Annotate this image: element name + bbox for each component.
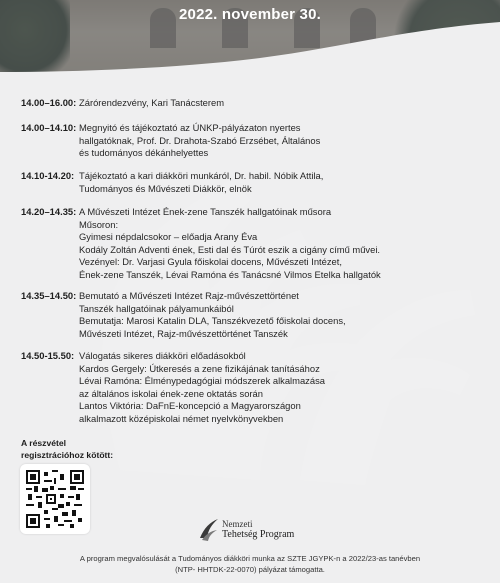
entry-line: Gyimesi népdalcsokor – előadja Arany Éva xyxy=(79,231,258,243)
entry-line: Tájékoztató a kari diákköri munkáról, Dr. habil. Nóbik Attila, xyxy=(79,170,324,181)
entry-time: 14.00–16.00: xyxy=(21,97,77,108)
footer-line: A program megvalósulását a Tudományos diákköri munka az SZTE JGYPK-n a 2022/23-as tanévben xyxy=(79,554,421,563)
entry-description xyxy=(79,170,323,195)
entry-line: Bemutató a Művészeti Intézet Rajz-művészettörténet xyxy=(79,290,299,301)
entry-line: Lévai Ramóna: Élménypedagógiai módszerek alkalmazása xyxy=(79,375,325,387)
registration-note xyxy=(21,438,113,461)
event-date-title: 2022. november 30. xyxy=(178,6,321,23)
entry-time: 14.00–14.10: xyxy=(21,122,77,133)
entry-line: Zárórendezvény, Kari Tanácsterem xyxy=(79,97,225,108)
entry-time: 14.10-14.20: xyxy=(21,170,75,181)
footer-line: (NTP- HHTDK-22-0070) pályázat támogatta. xyxy=(175,565,325,574)
entry-time: 14.20–14.35: xyxy=(21,206,77,217)
entry-description xyxy=(79,290,346,340)
funding-footer xyxy=(0,553,500,575)
entry-line: alkalmazott középiskolai német nyelvkönyvekben xyxy=(79,412,284,424)
entry-line: Megnyitó és tájékoztató az ÚNKP-pályázaton nyertes xyxy=(79,122,301,133)
entry-line: A Művészeti Intézet Ének-zene Tanszék hallgatóinak műsora xyxy=(79,206,332,217)
registration-note-line: regisztrációhoz kötött: xyxy=(21,449,114,460)
entry-line: Bemutatja: Marosi Katalin DLA, Tanszékvezető főiskolai docens, xyxy=(79,315,346,327)
entry-line: Műsoron: xyxy=(79,218,119,230)
entry-line: Tanszék hallgatóinak pályamunkáiból xyxy=(79,302,234,314)
registration-note-line: A részvétel xyxy=(21,438,67,448)
entry-line: és tudományos dékánhelyettes xyxy=(79,147,209,159)
entry-time: 14.50-15.50: xyxy=(21,350,75,361)
entry-line: Vezényel: Dr. Varjasi Gyula főiskolai docens, Művészeti Intézet, xyxy=(79,256,342,268)
entry-description xyxy=(79,122,320,160)
qr-code-graphic xyxy=(26,470,84,528)
entry-line: Művészeti Intézet, Rajz-művészettörténet Tanszék xyxy=(79,327,288,339)
logo-text-line1: Nemzeti xyxy=(222,519,253,529)
entry-line: Ének-zene Tanszék, Lévai Ramóna és Tanácsné Vilmos Etelka hallgatók xyxy=(79,268,381,280)
entry-line: Válogatás sikeres diákköri előadásokból xyxy=(79,350,246,361)
entry-line: Kodály Zoltán Adventi ének, Esti dal és Túrót eszik a cigány című művei. xyxy=(79,243,381,255)
ntp-swoosh-icon xyxy=(198,518,220,542)
entry-description xyxy=(79,350,325,426)
nemzeti-tehetseg-program-logo xyxy=(198,518,316,542)
logo-text-line2: Tehetség Program xyxy=(222,529,295,540)
registration-qr-code[interactable] xyxy=(20,464,90,534)
entry-line: Kardos Gergely: Útkeresés a zene fizikájának tanításához xyxy=(79,362,320,374)
header-photo xyxy=(0,0,500,80)
entry-line: Lantos Viktória: DaFnE-koncepció a Magyarországon xyxy=(79,400,301,412)
entry-description xyxy=(79,206,381,282)
entry-time: 14.35–14.50: xyxy=(21,290,77,301)
entry-line: Tudományos és Művészeti Diákkör, elnök xyxy=(79,182,252,194)
entry-description xyxy=(79,97,224,110)
entry-line: hallgatóknak, Prof. Dr. Drahota-Szabó Erzsébet, Általános xyxy=(79,134,321,146)
entry-line: az általános iskolai ének-zene oktatás során xyxy=(79,387,263,399)
